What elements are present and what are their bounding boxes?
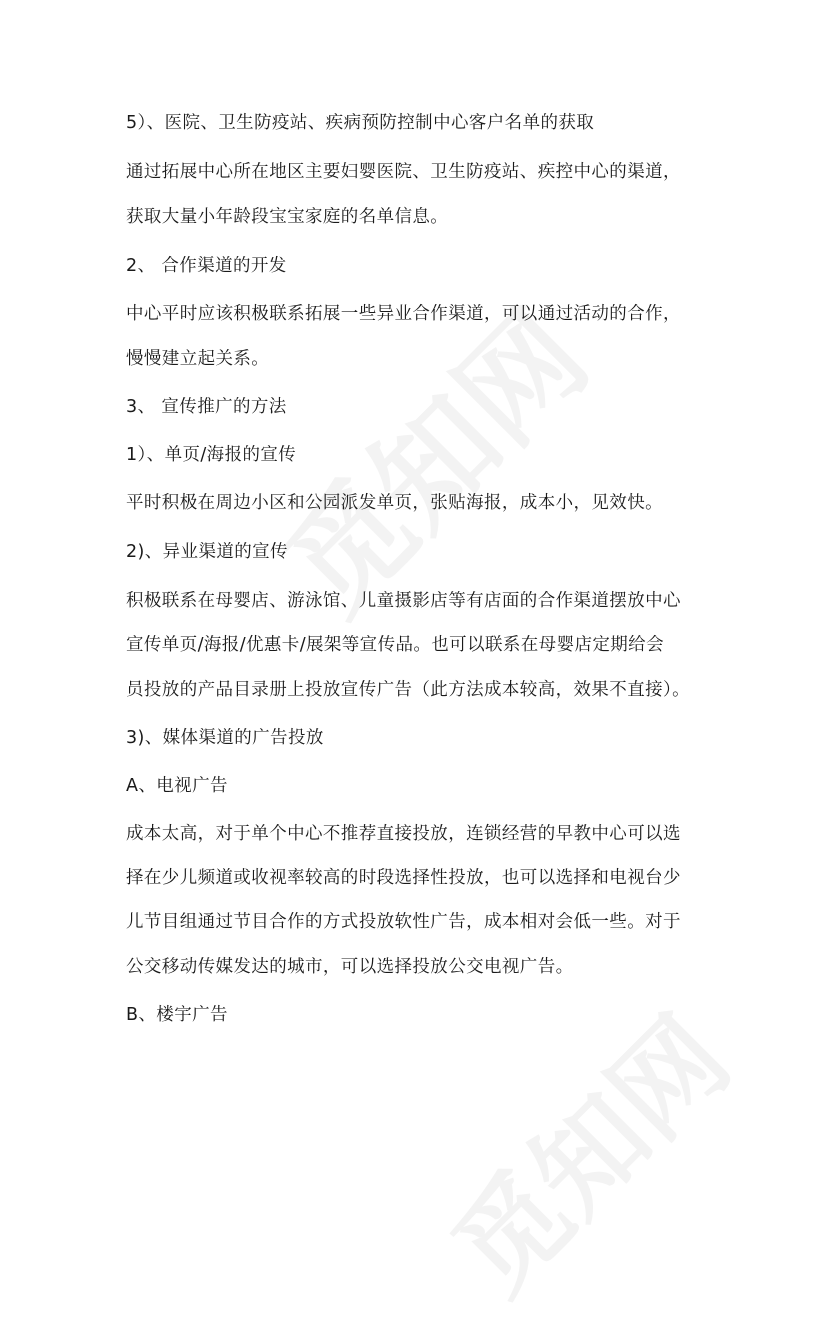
watermark [412, 976, 757, 1321]
paragraph-line: 公交移动传媒发达的城市，可以选择投放公交电视广告。 [126, 957, 574, 977]
paragraph-line: 获取大量小年龄段宝宝家庭的名单信息。 [126, 207, 449, 227]
paragraph-line: 积极联系在母婴店、游泳馆、儿童摄影店等有店面的合作渠道摆放中心 [126, 591, 681, 611]
section-heading: 3、 宣传推广的方法 [126, 397, 287, 417]
paragraph-line: 中心平时应该积极联系拓展一些异业合作渠道，可以通过活动的合作， [126, 304, 681, 324]
paragraph-line: 员投放的产品目录册上投放宣传广告（此方法成本较高，效果不直接）。 [126, 680, 691, 700]
section-heading: B、楼宇广告 [126, 1005, 228, 1025]
paragraph-line: 宣传单页/海报/优惠卡/展架等宣传品。也可以联系在母婴店定期给会 [126, 635, 664, 655]
section-heading: A、电视广告 [126, 776, 228, 796]
paragraph-line: 儿节目组通过节目合作的方式投放软性广告，成本相对会低一些。对于 [126, 912, 681, 932]
paragraph-line: 成本太高，对于单个中心不推荐直接投放，连锁经营的早教中心可以选 [126, 824, 681, 844]
paragraph-line: 平时积极在周边小区和公园派发单页，张贴海报，成本小，见效快。 [126, 493, 663, 513]
section-heading: 2)、异业渠道的宣传 [126, 542, 288, 562]
section-heading: 3)、媒体渠道的广告投放 [126, 728, 324, 748]
section-heading: 5）、医院、卫生防疫站、疾病预防控制中心客户名单的获取 [126, 113, 595, 133]
section-heading: 2、 合作渠道的开发 [126, 256, 287, 276]
paragraph-line: 通过拓展中心所在地区主要妇婴医院、卫生防疫站、疾控中心的渠道， [126, 162, 681, 182]
paragraph-line: 慢慢建立起关系。 [126, 349, 270, 369]
paragraph-line: 择在少儿频道或收视率较高的时段选择性投放，也可以选择和电视台少 [126, 868, 681, 888]
section-heading: 1）、单页/海报的宣传 [126, 445, 297, 465]
